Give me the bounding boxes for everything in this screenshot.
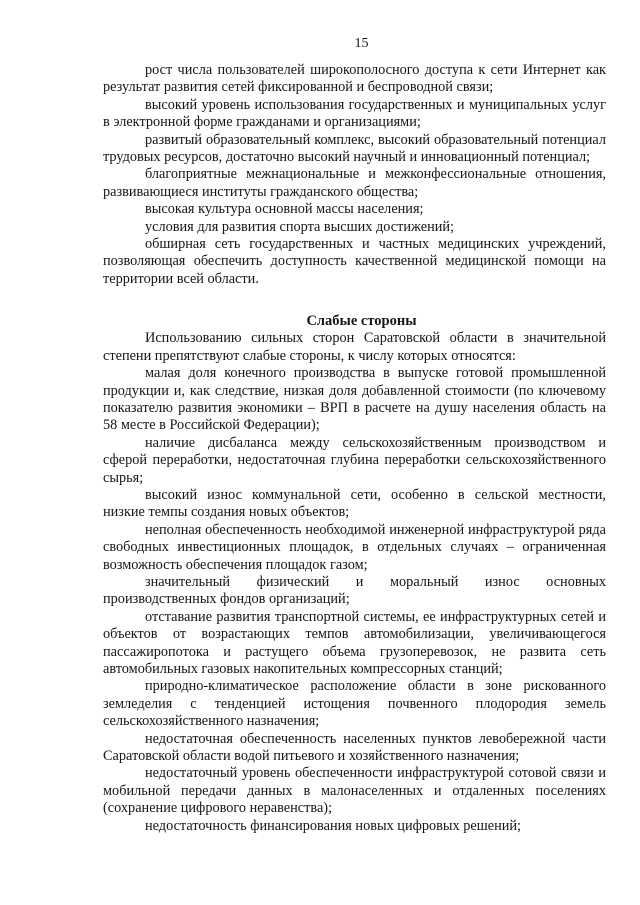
list-item: высокий уровень использования государственных и муниципальных услуг в электронной форме гражданами и организациями;	[103, 96, 606, 131]
list-item: высокая культура основной массы населения;	[145, 201, 424, 218]
section-heading-weaknesses: Слабые стороны	[306, 313, 417, 330]
list-item: значительный физический и моральный износ основных производственных фондов организаций;	[103, 573, 606, 608]
list-item: обширная сеть государственных и частных медицинских учреждений, позволяющая обеспечить доступность качественной медицинской помощи на территории всей области.	[103, 236, 606, 287]
page-number: 15	[354, 36, 369, 51]
list-item: природно-климатическое расположение области в зоне рискованного земледелия с тенденцией истощения почвенного плодородия земель сельскохозяйственного назначения;	[103, 678, 606, 730]
list-item: неполная обеспеченность необходимой инженерной инфраструктурой ряда свободных инвестиционных площадок, в отдельных случаях – ограниченная возможность обеспечения площадок газом;	[103, 521, 606, 573]
list-item: недостаточный уровень обеспеченности инфраструктурой сотовой связи и мобильной передачи данных в малонаселенных и отдаленных поселениях (сохранение цифрового неравенства);	[103, 765, 606, 817]
list-item: недостаточность финансирования новых цифровых решений;	[145, 817, 522, 834]
list-item: малая доля конечного производства в выпуске готовой промышленной продукции и, как следствие, низкая доля добавленной стоимости (по ключевому показателю развития экономики – ВРП в расчете на душу населения область на 58 месте в Российской Федерации);	[103, 365, 606, 434]
list-item: высокий износ коммунальной сети, особенно в сельской местности, низкие темпы создания новых объектов;	[103, 486, 606, 521]
weaknesses-section	[103, 330, 606, 835]
list-item: развитый образовательный комплекс, высокий образовательный потенциал трудовых ресурсов, достаточно высокий научный и инновационный потенциал;	[103, 131, 606, 166]
section-intro: Использованию сильных сторон Саратовской области в значительной степени препятствуют слабые стороны, к числу которых относятся:	[103, 330, 606, 364]
list-item: рост числа пользователей широкополосного доступа к сети Интернет как результат развития сетей фиксированной и беспроводной связи;	[103, 62, 606, 96]
list-item: благоприятные межнациональные и межконфессиональные отношения, развивающиеся институты гражданского общества;	[103, 166, 606, 200]
list-item: отставание развития транспортной системы, ее инфраструктурных сетей и объектов от возрастающих темпов автомобилизации, увеличивающегося пассажиропотока и растущего объема грузоперевозок, не развита сеть автомобильных газовых накопительных компрессорных станций;	[103, 608, 606, 677]
list-item: условия для развития спорта высших достижений;	[145, 218, 454, 235]
list-item: недостаточная обеспеченность населенных пунктов левобережной части Саратовской области водой питьевого и хозяйственного назначения;	[103, 730, 606, 765]
list-item: наличие дисбаланса между сельскохозяйственным производством и сферой переработки, недостаточная глубина переработки сельскохозяйственного сырья;	[103, 434, 606, 486]
strengths-list	[103, 62, 606, 288]
